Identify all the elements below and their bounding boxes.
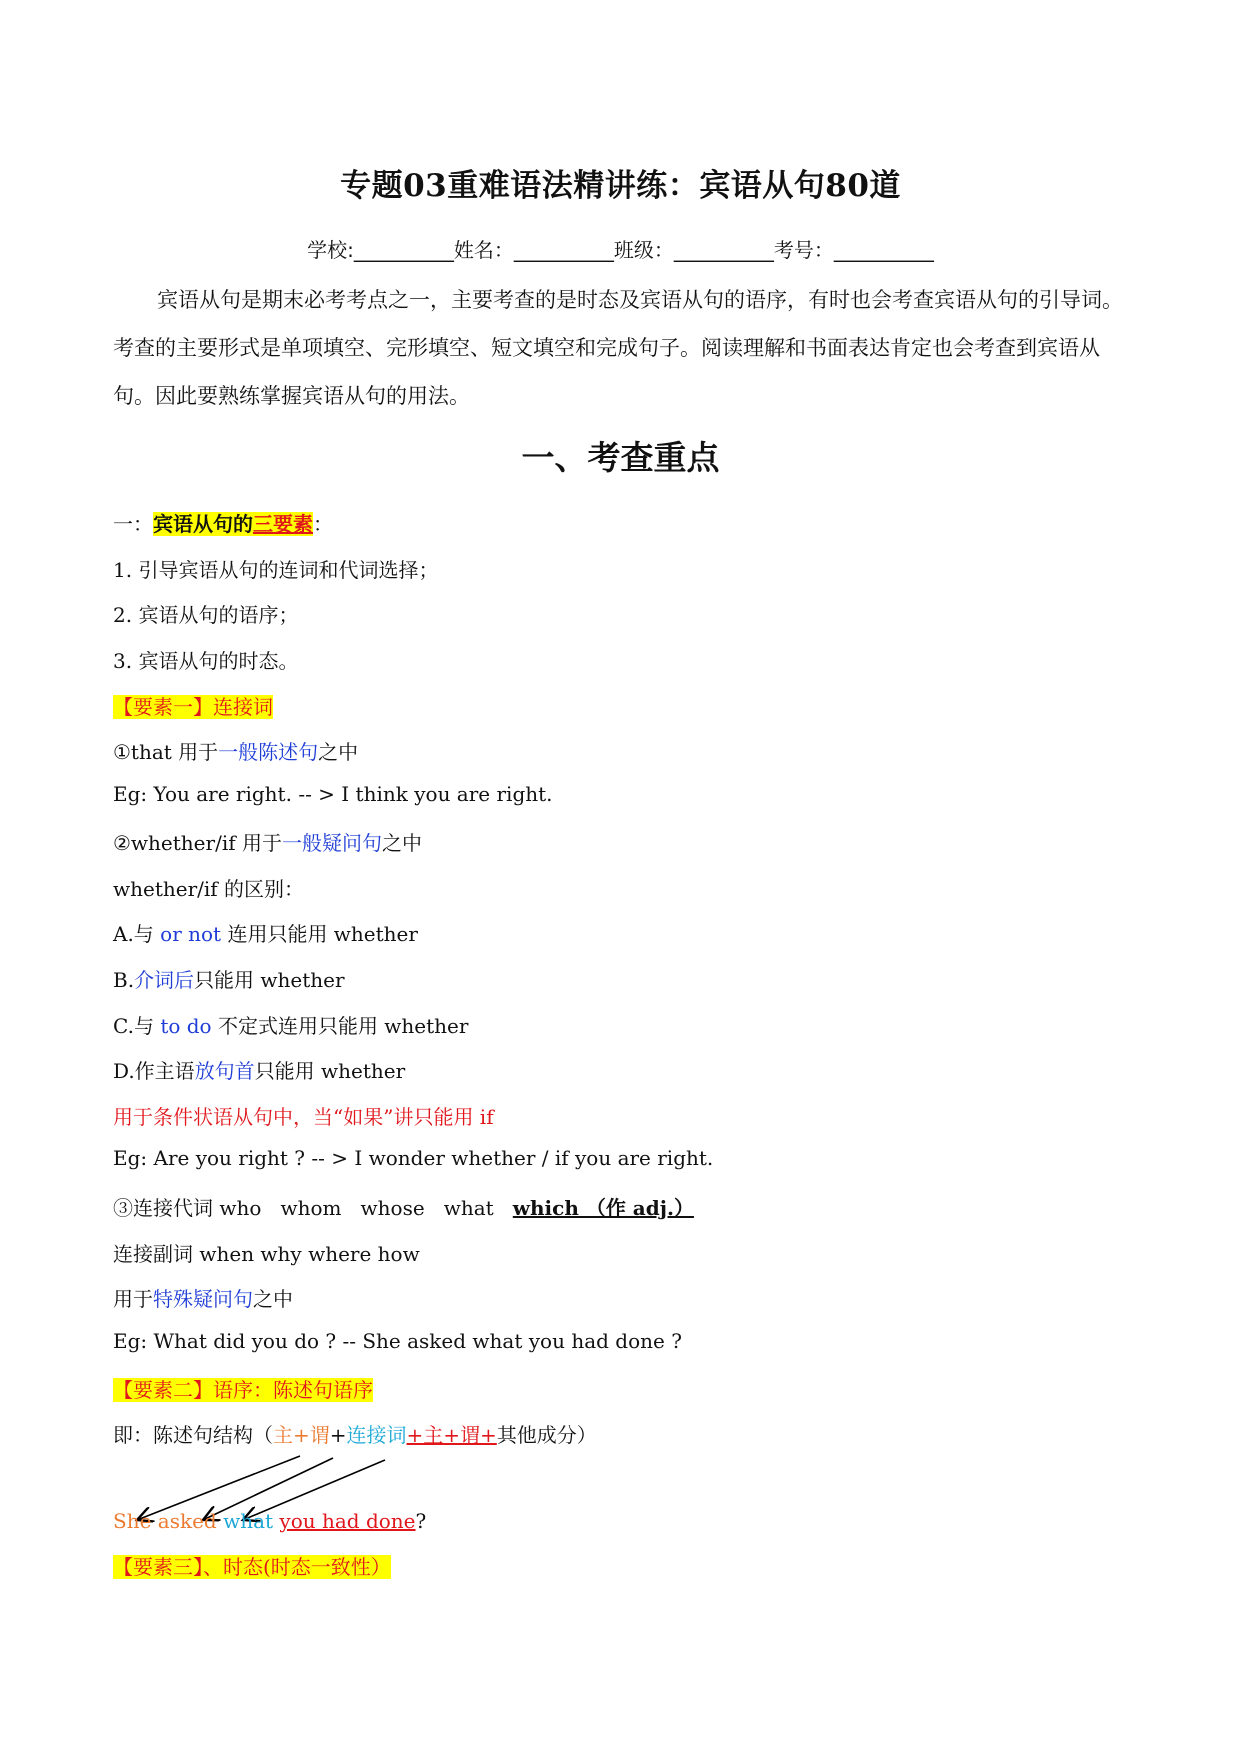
word-order-structure: 即：陈述句结构（主+谓+连接词+主+谓+其他成分） <box>113 1423 597 1447</box>
connective-adverbs: 连接副词 when why where how <box>113 1242 420 1266</box>
word-order-example: She asked what you had done? <box>113 1509 427 1533</box>
rule-B: B.介词后只能用 whether <box>113 968 345 992</box>
list-item: 1. 引导宾语从句的连词和代词选择； <box>113 558 439 582</box>
three-elements-heading: 一：宾语从句的三要素： <box>113 512 333 536</box>
rule-whether-if: ②whether/if 用于一般疑问句之中 <box>113 831 422 855</box>
element2-heading: 【要素二】语序：陈述句语序 <box>113 1378 373 1402</box>
list-item: 2. 宾语从句的语序； <box>113 603 299 627</box>
example-2: Eg: Are you right ? -- > I wonder whether / if you are right. <box>113 1146 714 1170</box>
rule-that: ①that 用于一般陈述句之中 <box>113 740 359 764</box>
student-info-line: 学校:__________姓名：__________班级：__________考号：__________ <box>307 238 934 262</box>
element1-heading: 【要素一】连接词 <box>113 695 273 719</box>
intro-paragraph: 宾语从句是期末必考考点之一，主要考查的是时态及宾语从句的语序，有时也会考查宾语从句的引导词。考查的主要形式是单项填空、完形填空、短文填空和完成句子。阅读理解和书面表达肯定也会考查到宾语从句。因此要熟练掌握宾语从句的用法。 <box>113 288 1123 408</box>
element3-heading: 【要素三】、时态(时态一致性） <box>113 1555 391 1579</box>
rule-C: C.与 to do 不定式连用只能用 whether <box>113 1014 469 1038</box>
section-title: 一、考查重点 <box>521 438 720 477</box>
rule-A: A.与 or not 连用只能用 whether <box>113 922 418 946</box>
example-1: Eg: You are right. -- > I think you are right. <box>113 782 553 806</box>
if-condition-note: 用于条件状语从句中，当“如果”讲只能用 if <box>113 1105 494 1129</box>
document-title: 专题03重难语法精讲练：宾语从句80道 <box>340 168 901 204</box>
rule-special-question: 用于特殊疑问句之中 <box>113 1287 293 1311</box>
connective-pronouns: ③连接代词 who whom whose what which （作 adj.） <box>113 1196 694 1220</box>
whether-if-difference: whether/if 的区别： <box>113 877 305 901</box>
example-3: Eg: What did you do ? -- She asked what you had done ? <box>113 1329 682 1353</box>
rule-D: D.作主语放句首只能用 whether <box>113 1059 406 1083</box>
list-item: 3. 宾语从句的时态。 <box>113 649 299 673</box>
